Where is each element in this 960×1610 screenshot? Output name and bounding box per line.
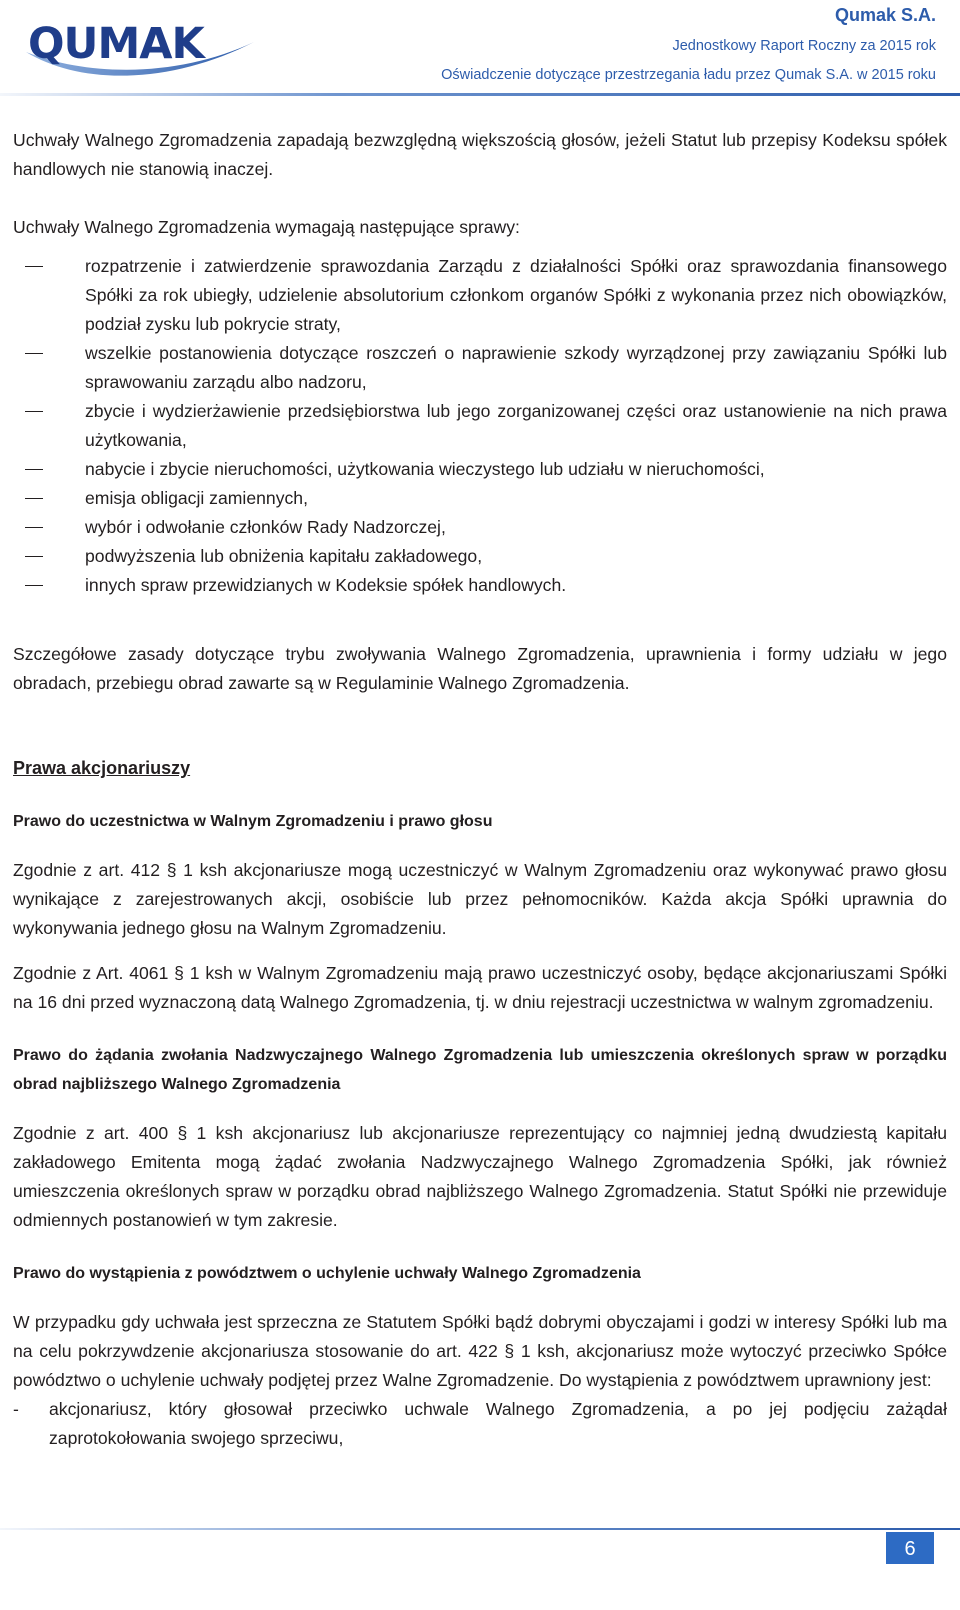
document-body: [13, 126, 947, 1453]
paragraph: Zgodnie z art. 412 § 1 ksh akcjonariusze mogą uczestniczyć w Walnym Zgromadzeniu oraz wykonywać prawo głosu wynikające z zarejestrowanych akcji, osobiście lub przez pełnomocników. Każda akcja Spółki uprawnia do wykonywania jednego głosu na Walnym Zgromadzeniu.: [13, 860, 947, 938]
page-number: 6: [886, 1532, 934, 1564]
list-item: zbycie i wydzierżawienie przedsiębiorstwa lub jego zorganizowanej części oraz ustanowienie na nich prawa użytkowania,: [13, 397, 947, 455]
list-item: emisja obligacji zamiennych,: [13, 484, 947, 513]
dash-bullet: [25, 353, 43, 354]
company-name: Qumak S.A.: [834, 5, 936, 25]
footer-divider: [0, 1528, 960, 1530]
statement-title: Oświadczenie dotyczące przestrzegania ładu przez Qumak S.A. w 2015 roku: [441, 67, 936, 83]
dash-bullet: [25, 469, 43, 470]
eligible-list: [13, 1395, 947, 1453]
header-info: [441, 4, 936, 84]
list-item: podwyższenia lub obniżenia kapitału zakładowego,: [13, 542, 947, 571]
hyphen-bullet: -: [13, 1399, 19, 1419]
matters-list: [13, 252, 947, 600]
paragraph: Zgodnie z art. 400 § 1 ksh akcjonariusz lub akcjonariusze reprezentujący co najmniej jedną dwudziestą kapitału zakładowego Emitenta mogą żądać zwołania Nadzwyczajnego Walnego Zgromadzenia Spółki, jak również umieszczenia określonych spraw w porządku obrad najbliższego Walnego Zgromadzenia. Statut Spółki nie przewiduje odmiennych postanowień w tym zakresie.: [13, 1123, 947, 1230]
svg-text:QUMAK: QUMAK: [28, 19, 204, 69]
company-logo: [22, 12, 262, 82]
report-title: Jednostkowy Raport Roczny za 2015 rok: [672, 38, 936, 54]
section-heading: Prawa akcjonariuszy: [13, 758, 191, 778]
list-item: rozpatrzenie i zatwierdzenie sprawozdania Zarządu z działalności Spółki oraz sprawozdania finansowego Spółki za rok ubiegły, udzielenie absolutorium członkom organów Spółki z wykonania przez nich obowiązków, podział zysku lub pokrycie straty,: [13, 252, 947, 339]
dash-bullet: [25, 411, 43, 412]
subsection-heading: Prawo do wystąpienia z powództwem o uchylenie uchwały Walnego Zgromadzenia: [13, 1265, 641, 1282]
paragraph: W przypadku gdy uchwała jest sprzeczna ze Statutem Spółki bądź dobrymi obyczajami i godzi w interesy Spółki lub ma na celu pokrzywdzenie akcjonariusza stosowanie do art. 422 § 1 ksh, akcjonariusz może wytoczyć przeciwko Spółce powództwo o uchylenie uchwały podjętej przez Walne Zgromadzenie. Do wystąpienia z powództwem uprawniony jest:: [13, 1312, 947, 1390]
list-item: wybór i odwołanie członków Rady Nadzorczej,: [13, 513, 947, 542]
list-item: innych spraw przewidzianych w Kodeksie spółek handlowych.: [13, 571, 947, 600]
paragraph: Zgodnie z Art. 4061 § 1 ksh w Walnym Zgromadzeniu mają prawo uczestniczyć osoby, będące akcjonariuszami Spółki na 16 dni przed wyznaczoną datą Walnego Zgromadzenia, tj. w dniu rejestracji uczestnictwa w walnym zgromadzeniu.: [13, 963, 947, 1012]
paragraph: Uchwały Walnego Zgromadzenia zapadają bezwzględną większością głosów, jeżeli Statut lub przepisy Kodeksu spółek handlowych nie stanowią inaczej.: [13, 130, 947, 179]
subsection-heading: Prawo do żądania zwołania Nadzwyczajnego Walnego Zgromadzenia lub umieszczenia określonych spraw w porządku obrad najbliższego Walnego Zgromadzenia: [13, 1047, 947, 1093]
paragraph: Szczegółowe zasady dotyczące trybu zwoływania Walnego Zgromadzenia, uprawnienia i formy udziału w jego obradach, przebiegu obrad zawarte są w Regulaminie Walnego Zgromadzenia.: [13, 644, 947, 693]
list-item: nabycie i zbycie nieruchomości, użytkowania wieczystego lub udziału w nieruchomości,: [13, 455, 947, 484]
subsection-heading: Prawo do uczestnictwa w Walnym Zgromadzeniu i prawo głosu: [13, 813, 493, 830]
dash-bullet: [25, 266, 43, 267]
paragraph: Uchwały Walnego Zgromadzenia wymagają następujące sprawy:: [13, 217, 520, 237]
header-divider: [0, 93, 960, 96]
dash-bullet: [25, 556, 43, 557]
list-item: - akcjonariusz, który głosował przeciwko uchwale Walnego Zgromadzenia, a po jej podjęciu zażądał zaprotokołowania swojego sprzeciwu,: [13, 1395, 947, 1453]
dash-bullet: [25, 527, 43, 528]
dash-bullet: [25, 585, 43, 586]
list-item: wszelkie postanowienia dotyczące roszczeń o naprawienie szkody wyrządzonej przy zawiązaniu Spółki lub sprawowaniu zarządu albo nadzoru,: [13, 339, 947, 397]
dash-bullet: [25, 498, 43, 499]
